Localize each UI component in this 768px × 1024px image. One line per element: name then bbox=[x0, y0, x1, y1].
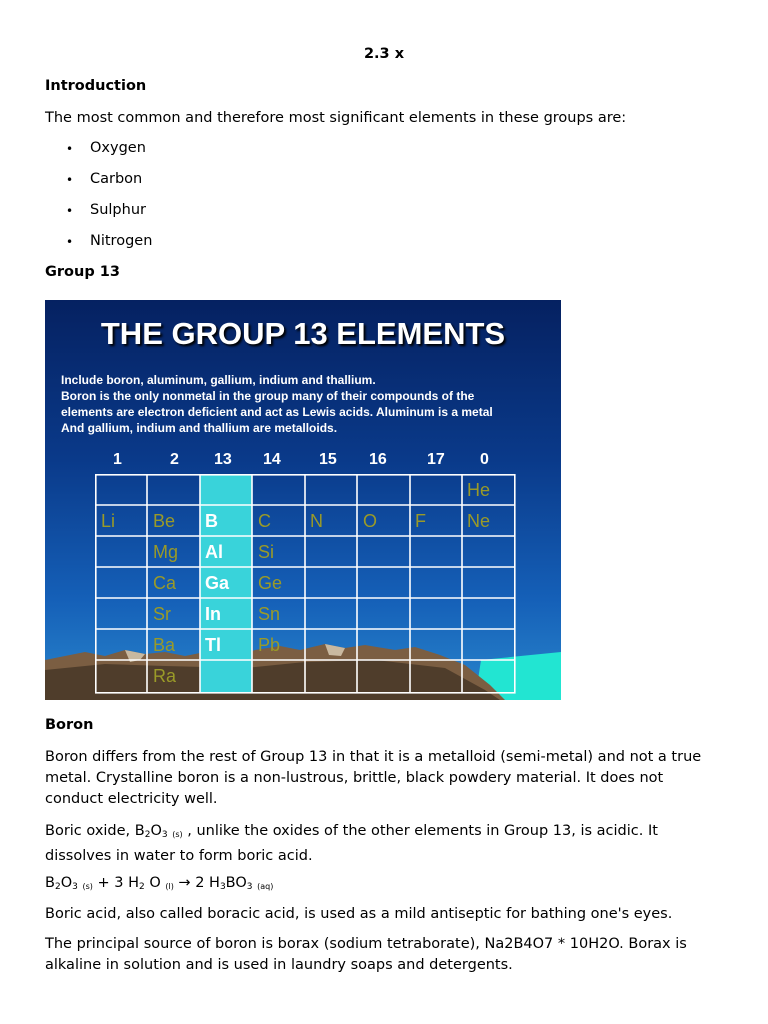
subscript: 3 bbox=[161, 830, 168, 840]
subscript: 2 bbox=[138, 882, 145, 892]
slide-title: THE GROUP 13 ELEMENTS bbox=[100, 316, 506, 351]
element-pb: Pb bbox=[258, 635, 281, 655]
bullet-marker: • bbox=[66, 235, 74, 249]
list-item-nitrogen: Nitrogen bbox=[90, 233, 153, 249]
text-fragment: + 3 H bbox=[92, 875, 139, 891]
slide-line: And gallium, indium and thallium are metalloids. bbox=[61, 421, 338, 435]
element-ga: Ga bbox=[205, 573, 230, 593]
element-tl: Tl bbox=[205, 635, 221, 655]
boron-paragraph-2 bbox=[45, 821, 717, 867]
element-sn: Sn bbox=[258, 604, 281, 624]
group-number: 13 bbox=[214, 451, 232, 468]
subscript: 3 bbox=[246, 882, 253, 892]
group-number: 14 bbox=[263, 451, 281, 468]
group-number: 15 bbox=[319, 451, 337, 468]
bullet-marker: • bbox=[66, 204, 74, 218]
group-number: 17 bbox=[427, 451, 445, 468]
subscript: 2 bbox=[144, 830, 151, 840]
state-symbol: (s) bbox=[172, 830, 183, 839]
subscript: 2 bbox=[54, 882, 61, 892]
periodic-table-grid bbox=[95, 474, 515, 694]
text-fragment: B bbox=[45, 875, 55, 891]
element-c: C bbox=[258, 511, 271, 531]
element-li: Li bbox=[101, 511, 116, 531]
text-fragment: → 2 H bbox=[173, 875, 220, 891]
element-al: Al bbox=[205, 542, 223, 562]
element-ge: Ge bbox=[258, 573, 283, 593]
list-item-oxygen: Oxygen bbox=[90, 140, 146, 156]
element-o: O bbox=[363, 511, 378, 531]
boron-heading: Boron bbox=[45, 717, 94, 733]
boron-paragraph-4: The principal source of boron is borax (sodium tetraborate), Na2B4O7 * 10H2O. Borax is alkaline in solution and is used in laundry soaps and detergents. bbox=[45, 936, 687, 973]
group13-heading: Group 13 bbox=[45, 264, 120, 280]
element-n: N bbox=[310, 511, 323, 531]
intro-heading: Introduction bbox=[45, 78, 147, 94]
subscript: 3 bbox=[72, 882, 78, 892]
text-fragment: O bbox=[150, 823, 162, 839]
element-ba: Ba bbox=[153, 635, 176, 655]
slide-line: Boron is the only nonmetal in the group many of their compounds of the bbox=[61, 389, 475, 403]
element-f: F bbox=[415, 511, 426, 531]
element-mg: Mg bbox=[153, 542, 179, 562]
text-fragment: , unlike the oxides of the other elements in Group 13, is acidic. It dissolves in water to form boric acid. bbox=[45, 823, 658, 864]
text-fragment: O bbox=[144, 875, 161, 891]
bullet-marker: • bbox=[66, 173, 74, 187]
element-be: Be bbox=[153, 511, 176, 531]
subscript: 3 bbox=[219, 882, 226, 892]
list-item-carbon: Carbon bbox=[90, 171, 143, 187]
text-fragment: O bbox=[60, 875, 73, 891]
group-number: 2 bbox=[170, 451, 179, 468]
state-symbol: (s) bbox=[82, 882, 93, 891]
slide-line: elements are electron deficient and act as Lewis acids. Aluminum is a metal bbox=[61, 405, 493, 419]
list-item-sulphur: Sulphur bbox=[90, 202, 146, 218]
group-number: 16 bbox=[369, 451, 387, 468]
text-fragment: Boric oxide, B bbox=[45, 823, 145, 839]
element-he: He bbox=[467, 480, 491, 500]
bullet-marker: • bbox=[66, 142, 74, 156]
state-symbol: (l) bbox=[165, 882, 174, 891]
element-si: Si bbox=[258, 542, 275, 562]
boric-acid-equation bbox=[45, 873, 717, 898]
slide-line: Include boron, aluminum, gallium, indium and thallium. bbox=[61, 373, 376, 387]
page-title: 2.3 x bbox=[363, 46, 405, 62]
boron-paragraph-1: Boron differs from the rest of Group 13 in that it is a metalloid (semi-metal) and not a true metal. Crystalline boron is a non-lustrous, brittle, black powdery material. It does not conduct electricity well. bbox=[45, 749, 702, 807]
text-fragment: BO bbox=[225, 875, 247, 891]
element-in: In bbox=[205, 604, 221, 624]
intro-text: The most common and therefore most significant elements in these groups are: bbox=[45, 110, 627, 126]
element-sr: Sr bbox=[153, 604, 171, 624]
group13-slide-image bbox=[45, 300, 561, 700]
element-ca: Ca bbox=[153, 573, 177, 593]
state-symbol: (aq) bbox=[257, 882, 274, 891]
group-number: 0 bbox=[480, 451, 489, 468]
element-ra: Ra bbox=[153, 666, 177, 686]
boron-paragraph-3: Boric acid, also called boracic acid, is used as a mild antiseptic for bathing one's eyes. bbox=[45, 906, 673, 922]
element-ne: Ne bbox=[467, 511, 491, 531]
group-number: 1 bbox=[113, 451, 122, 468]
element-b: B bbox=[205, 511, 218, 531]
